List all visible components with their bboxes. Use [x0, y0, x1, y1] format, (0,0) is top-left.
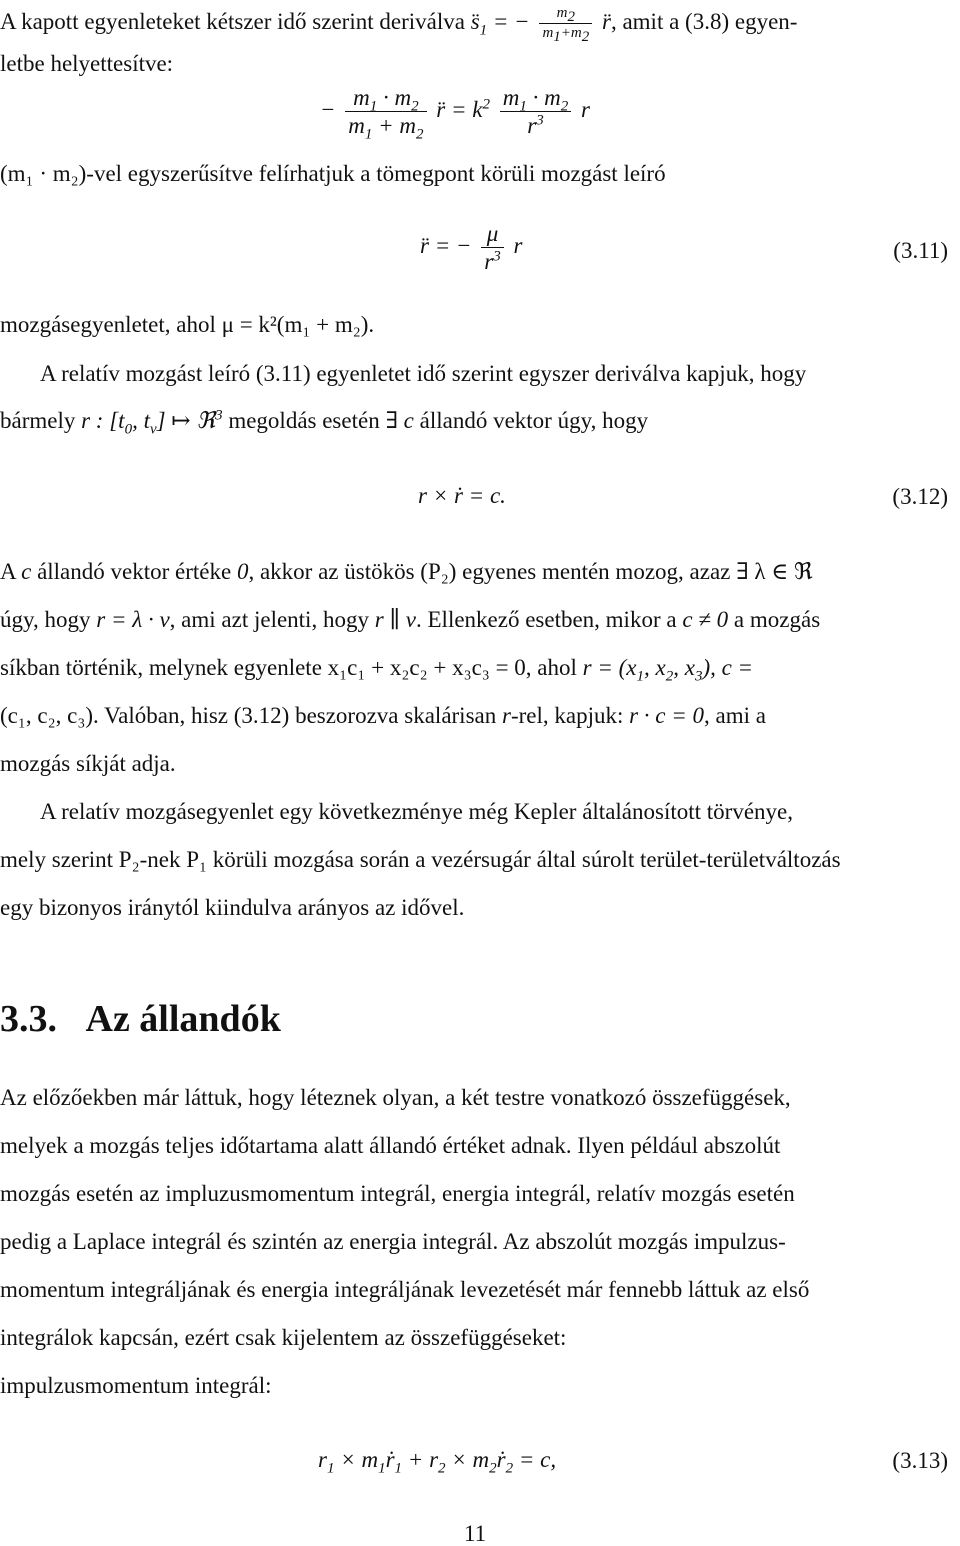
p5-line4: pedig a Laplace integrál és szintén az energia integrál. Az abszolút mozgás impulzus- [0, 1229, 786, 1254]
s1-second-derivative: $s̈_1$ = − [470, 8, 530, 39]
equation-number-3-13: (3.13) [892, 1448, 948, 1473]
p3-line2: úgy, hogy r = λ · v, ami azt jelenti, hogy r ∥ v. Ellenkező esetben, mikor a c ≠ 0 a mozgás [0, 607, 821, 632]
p4-line1: A relatív mozgásegyenlet egy következménye még Kepler általánosított törvénye, [40, 799, 793, 824]
section-number: 3.3. [0, 998, 57, 1040]
equation-number-3-11: (3.11) [893, 238, 948, 263]
p1-line3: (m₁ · m₂)-vel egyszerűsítve felírhatjuk a tömegpont körüli mozgást leíró [0, 161, 666, 186]
mass-ratio-fraction: $\frac{m_2}{m_1+m_2}$ [539, 6, 592, 41]
equation-3-11: r̈ = − $\frac{\mu}{r^3}$ r [420, 221, 523, 274]
equation-3-13: $r_1$ × $m_1ṙ_1 + r_2$ × $m_2ṙ_2 = c$, [318, 1447, 557, 1477]
p5-line7: impulzusmomentum integrál: [0, 1373, 272, 1398]
p4-line2: mely szerint P₂-nek P₁ körüli mozgása során a vezérsugár által súrolt terület-területváltozás [0, 847, 841, 872]
p3-line5: mozgás síkját adja. [0, 751, 176, 776]
p1-line2: letbe helyettesítve: [0, 51, 174, 76]
section-title: Az állandók [85, 998, 281, 1040]
p2-line1: A relatív mozgást leíró (3.11) egyenletet idő szerint egyszer deriválva kapjuk, hogy [40, 361, 807, 386]
page-number: 11 [464, 1521, 487, 1546]
p3-line1: A c állandó vektor értéke 0, akkor az üstökös (P₂) egyenes mentén mozog, azaz ∃ λ ∈ ℜ [0, 559, 813, 584]
p2-line2: bármely r : [$t_0$, $t_v$] ↦ ℜ$^3$ megoldás esetén ∃ c állandó vektor úgy, hogy [0, 407, 649, 438]
p5-line1: Az előzőekben már láttuk, hogy léteznek olyan, a két testre vonatkozó összefüggések, [0, 1085, 791, 1110]
p3-line3: síkban történik, melynek egyenlete x₁c₁ + x₂c₂ + x₃c₃ = 0, ahol $r = (x_1$, $x_2$, $x_3$), c = [0, 655, 754, 685]
p4-line3: egy bizonyos iránytól kiindulva arányos az idővel. [0, 895, 465, 920]
section-heading [0, 1000, 281, 1038]
equation-3-12: r × ṙ = c. [418, 483, 506, 508]
equation-reduced-mass: − $\frac{m_1 \cdot m_2}{m_1 + m_2}$ r̈ = $k^2$ $\frac{m_1 \cdot m_2}{r^3}$ r [320, 85, 590, 143]
p1-line1: A kapott egyenleteket kétszer idő szerint deriválva $s̈_1$ = − $\frac{m_2}{m_1+m_2}$ r̈, amit a (3.8) egyen- [0, 5, 798, 45]
equation-number-3-12: (3.12) [892, 484, 948, 509]
p5-line5: momentum integráljának és energia integráljának levezetését már fennebb láttuk az első [0, 1277, 810, 1302]
p3-line4: (c₁, c₂, c₃). Valóban, hisz (3.12) beszorozva skalárisan r-rel, kapjuk: r · c = 0, ami a [0, 703, 766, 728]
eq311-after: mozgásegyenletet, ahol μ = k²(m₁ + m₂). [0, 312, 375, 337]
p5-line6: integrálok kapcsán, ezért csak kijelentem az összefüggéseket: [0, 1325, 567, 1350]
p5-line2: melyek a mozgás teljes időtartama alatt állandó értéket adnak. Ilyen például abszolút [0, 1133, 781, 1158]
p5-line3: mozgás esetén az impluzusmomentum integrál, energia integrál, relatív mozgás esetén [0, 1181, 795, 1206]
